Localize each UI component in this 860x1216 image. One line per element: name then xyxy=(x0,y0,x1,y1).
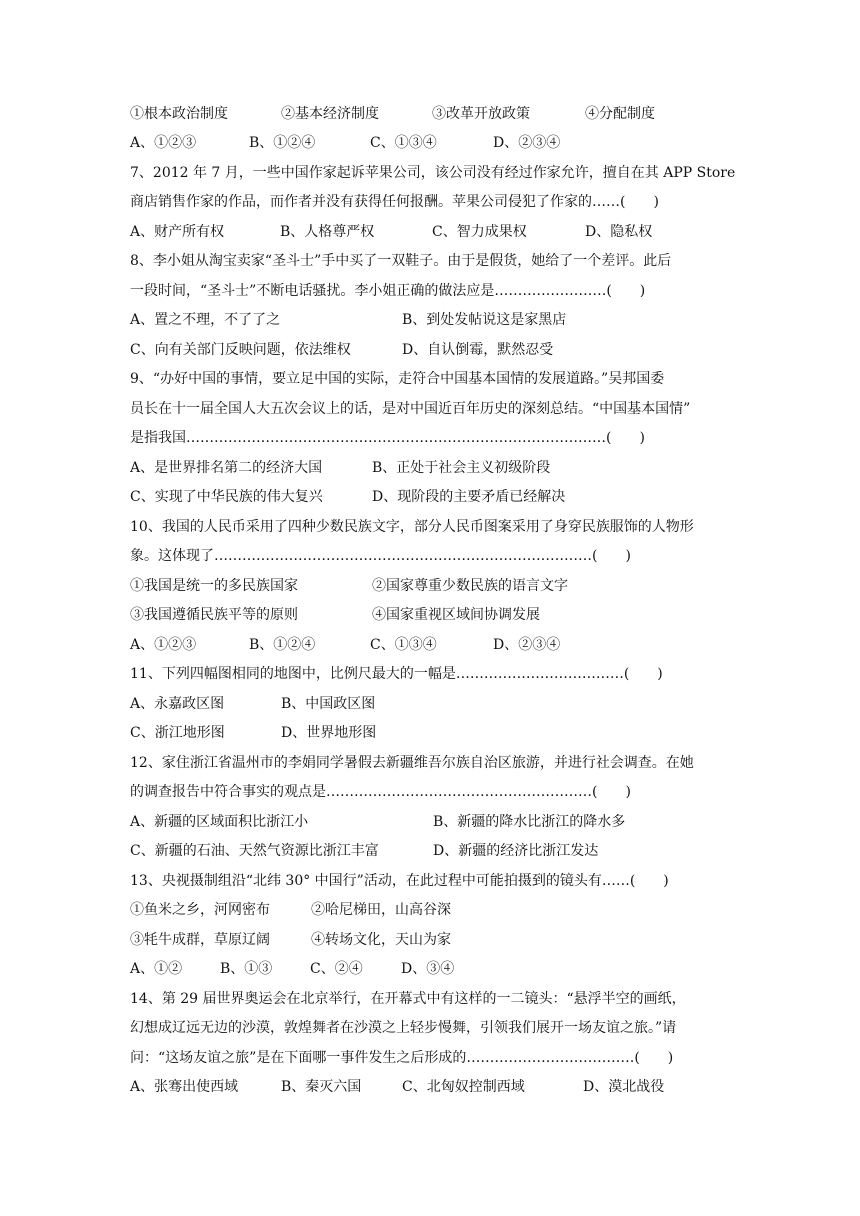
question-8-stem xyxy=(130,279,730,303)
answer-choices xyxy=(130,338,730,362)
choice-a: A、张骞出使西域 xyxy=(130,1079,239,1095)
choice-c: C、浙江地形图 xyxy=(130,725,225,741)
option-text: ③改革开放政策 xyxy=(432,106,530,122)
question-text: 11、下列四幅图相同的地图中，比例尺最大的一幅是………………………………( ) xyxy=(130,666,663,682)
answer-choices xyxy=(130,810,730,834)
question-text: 8、李小姐从淘宝卖家“圣斗士”手中买了一双鞋子。由于是假货，她给了一个差评。此后 xyxy=(130,253,672,269)
choice-c: C、①③④ xyxy=(370,637,437,653)
question-7-stem xyxy=(130,161,736,185)
choice-a: A、永嘉政区图 xyxy=(130,696,225,712)
choice-b: B、①②④ xyxy=(249,637,316,653)
option-row xyxy=(130,102,730,126)
answer-choices xyxy=(130,692,730,716)
question-10-stem xyxy=(130,544,730,568)
question-11-stem xyxy=(130,662,730,686)
choice-a: A、①②③ xyxy=(130,637,197,653)
choice-c: C、实现了中华民族的伟大复兴 xyxy=(130,489,323,505)
answer-choices xyxy=(130,308,730,332)
option-row xyxy=(130,928,730,952)
option-text: ③牦牛成群，草原辽阔 xyxy=(130,932,270,948)
answer-choices xyxy=(130,220,730,244)
option-text: ②国家尊重少数民族的语言文字 xyxy=(372,578,568,594)
option-text: ④分配制度 xyxy=(585,106,655,122)
choice-b: B、中国政区图 xyxy=(281,696,376,712)
option-text: ①鱼米之乡，河网密布 xyxy=(130,902,270,918)
question-text: 一段时间，“圣斗士”不断电话骚扰。李小姐正确的做法应是……………………( ) xyxy=(130,283,646,299)
question-12-stem xyxy=(130,780,730,804)
choice-c: C、①③④ xyxy=(370,135,437,151)
question-text: 象。这体现了………………………………………………………………………( ) xyxy=(130,548,631,564)
question-7-stem xyxy=(130,190,730,214)
answer-choices xyxy=(130,1075,730,1099)
question-9-stem xyxy=(130,397,730,421)
choice-a: A、①②③ xyxy=(130,135,197,151)
question-text: 13、央视摄制组沿“北纬 30° 中国行”活动，在此过程中可能拍摄到的镜头有……( ) xyxy=(130,873,669,889)
choice-d: D、②③④ xyxy=(493,637,561,653)
question-text: 商店销售作家的作品，而作者并没有获得任何报酬。苹果公司侵犯了作家的……( ) xyxy=(130,194,659,210)
answer-choices xyxy=(130,839,730,863)
choice-d: D、新疆的经济比浙江发达 xyxy=(433,843,599,859)
option-text: ②基本经济制度 xyxy=(281,106,379,122)
option-text: ②哈尼梯田，山高谷深 xyxy=(311,902,451,918)
choice-a: A、新疆的区域面积比浙江小 xyxy=(130,814,309,830)
answer-choices xyxy=(130,456,730,480)
answer-choices xyxy=(130,131,730,155)
question-9-stem xyxy=(130,367,730,391)
choice-d: D、自认倒霉，默然忍受 xyxy=(402,342,554,358)
choice-c: C、智力成果权 xyxy=(432,224,527,240)
choice-b: B、①②④ xyxy=(249,135,316,151)
choice-d: D、③④ xyxy=(401,961,455,977)
question-text: 7、2012 年 7 月，一些中国作家起诉苹果公司，该公司没有经过作家允许，擅自在其 APP Store xyxy=(130,165,736,181)
option-text: ①根本政治制度 xyxy=(130,106,228,122)
option-text: ④转场文化，天山为家 xyxy=(311,932,451,948)
choice-c: C、北匈奴控制西域 xyxy=(402,1079,525,1095)
choice-b: B、①③ xyxy=(220,961,273,977)
choice-b: B、人格尊严权 xyxy=(280,224,375,240)
question-14-stem xyxy=(130,987,730,1011)
question-text: 幻想成辽远无边的沙漠，敦煌舞者在沙漠之上轻步慢舞，引领我们展开一场友谊之旅。”请 xyxy=(130,1020,677,1036)
choice-d: D、漠北战役 xyxy=(583,1079,665,1095)
option-text: ③我国遵循民族平等的原则 xyxy=(130,607,298,623)
option-row xyxy=(130,898,730,922)
choice-a: A、①② xyxy=(130,961,183,977)
question-14-stem xyxy=(130,1016,730,1040)
choice-b: B、到处发帖说这是家黑店 xyxy=(402,312,567,328)
choice-d: D、现阶段的主要矛盾已经解决 xyxy=(372,489,566,505)
choice-a: A、置之不理，不了了之 xyxy=(130,312,281,328)
choice-b: B、秦灭六国 xyxy=(281,1079,362,1095)
question-text: 12、家住浙江省温州市的李娟同学暑假去新疆维吾尔族自治区旅游，并进行社会调查。在她 xyxy=(130,755,694,771)
choice-d: D、隐私权 xyxy=(585,224,653,240)
answer-choices xyxy=(130,485,730,509)
option-text: ④国家重视区域间协调发展 xyxy=(372,607,540,623)
question-text: 14、第 29 届世界奥运会在北京举行，在开幕式中有这样的一二镜头：“悬浮半空的画纸， xyxy=(130,991,686,1007)
question-13-stem xyxy=(130,869,730,893)
question-12-stem xyxy=(130,751,730,775)
question-text: 是指我国………………………………………………………………………………( ) xyxy=(130,430,645,446)
choice-b: B、新疆的降水比浙江的降水多 xyxy=(433,814,626,830)
question-10-stem xyxy=(130,515,730,539)
choice-d: D、世界地形图 xyxy=(281,725,377,741)
choice-d: D、②③④ xyxy=(493,135,561,151)
answer-choices xyxy=(130,721,730,745)
choice-a: A、是世界排名第二的经济大国 xyxy=(130,460,323,476)
question-9-stem xyxy=(130,426,730,450)
choice-b: B、正处于社会主义初级阶段 xyxy=(372,460,551,476)
choice-c: C、②④ xyxy=(310,961,363,977)
question-text: 员长在十一届全国人大五次会议上的话，是对中国近百年历史的深刻总结。“中国基本国情” xyxy=(130,401,691,417)
option-row xyxy=(130,603,730,627)
answer-choices xyxy=(130,633,730,657)
question-8-stem xyxy=(130,249,730,273)
question-14-stem xyxy=(130,1046,730,1070)
answer-choices xyxy=(130,957,730,981)
question-text: 10、我国的人民币采用了四种少数民族文字，部分人民币图案采用了身穿民族服饰的人物形 xyxy=(130,519,694,535)
question-text: 问：“这场友谊之旅”是在下面哪一事件发生之后形成的………………………………( ) xyxy=(130,1050,674,1066)
question-text: 的调查报告中符合事实的观点是…………………………………………………( ) xyxy=(130,784,631,800)
choice-a: A、财产所有权 xyxy=(130,224,225,240)
option-text: ①我国是统一的多民族国家 xyxy=(130,578,298,594)
question-text: 9、“办好中国的事情，要立足中国的实际，走符合中国基本国情的发展道路。”吴邦国委 xyxy=(130,371,665,387)
choice-c: C、新疆的石油、天然气资源比浙江丰富 xyxy=(130,843,379,859)
option-row xyxy=(130,574,730,598)
choice-c: C、向有关部门反映问题，依法维权 xyxy=(130,342,351,358)
